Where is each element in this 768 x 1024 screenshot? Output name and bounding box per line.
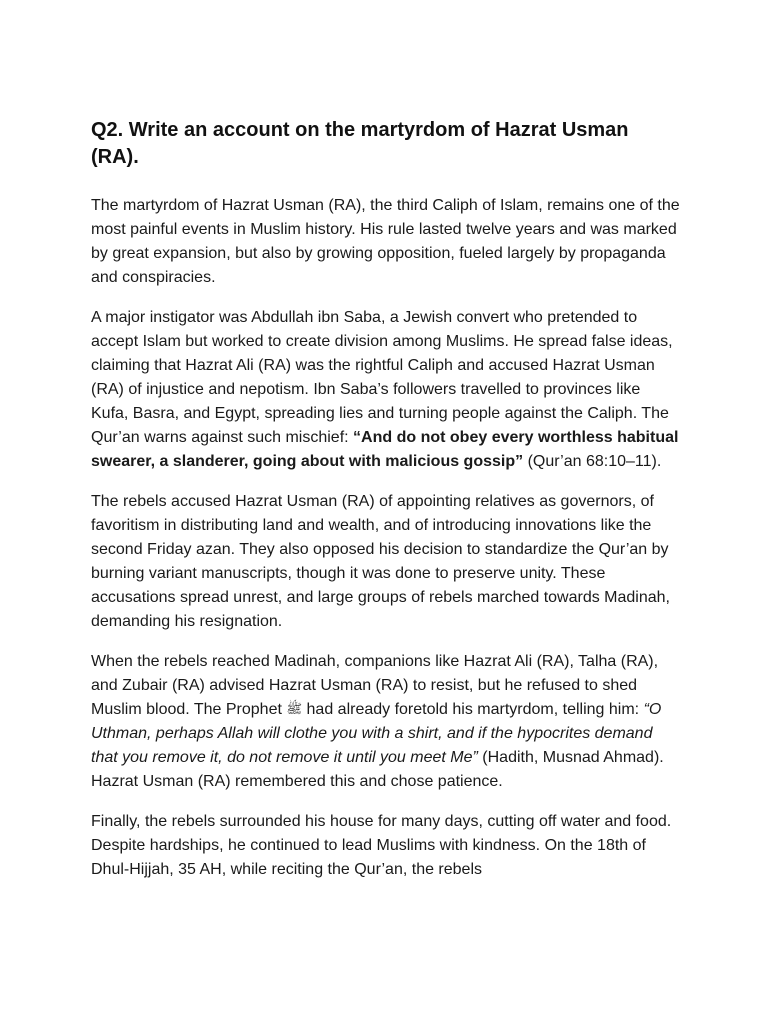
paragraph-intro: The martyrdom of Hazrat Usman (RA), the third Caliph of Islam, remains one of the most painful events in Muslim history. His rule lasted twelve years and was marked by great expansion, but also by growing opposition, fueled largely by propaganda and conspiracies. [91,197,680,286]
paragraph-text: had already foretold his martyrdom, telling him: [302,701,644,718]
paragraph-text: When the rebels reached Madinah, companions like Hazrat Ali (RA), Talha (RA), and Zubair (RA) advised Hazrat Usman (RA) to resist, but he refused to shed Muslim blood. The Prophet [91,653,659,718]
question-title: Q2. Write an account on the martyrdom of Hazrat Usman (RA). [91,119,629,168]
hadith-quote: “O Uthman, perhaps Allah will clothe you with a shirt, and if the hypocrites demand that you remove it, do not remove it until you meet Me” [91,701,662,766]
hadith-reference: (Hadith, Musnad Ahmad). Hazrat Usman (RA) remembered this and chose patience. [91,749,664,790]
document-page [91,117,681,898]
paragraph-text: A major instigator was Abdullah ibn Saba, a Jewish convert who pretended to accept Islam but worked to create division among Muslims. He spread false ideas, claiming that Hazrat Ali (RA) was the rightful Caliph and accused Hazrat Usman (RA) of injustice and nepotism. Ibn Saba’s followers travelled to provinces like Kufa, Basra, and Egypt, spreading lies and turning people against the Caliph. The Qur’an warns against such mischief: [91,309,673,446]
paragraph-accusations: The rebels accused Hazrat Usman (RA) of appointing relatives as governors, of favoritism in distributing land and wealth, and of introducing innovations like the second Friday azan. They also opposed his decision to standardize the Qur’an by burning variant manuscripts, though it was done to preserve unity. These accusations spread unrest, and large groups of rebels marched towards Madinah, demanding his resignation. [91,493,670,630]
paragraph-siege: Finally, the rebels surrounded his house for many days, cutting off water and food. Despite hardships, he continued to lead Muslims with kindness. On the 18th of Dhul-Hijjah, 35 AH, while reciting the Qur’an, the rebels [91,813,672,878]
paragraph-instigator [91,306,681,474]
paragraph-prophecy [91,650,681,794]
quran-reference: (Qur’an 68:10–11). [523,453,662,470]
honorific-glyph: ﷺ [286,702,303,717]
quran-quote: “And do not obey every worthless habitual swearer, a slanderer, going about with malicious gossip” [91,429,679,470]
